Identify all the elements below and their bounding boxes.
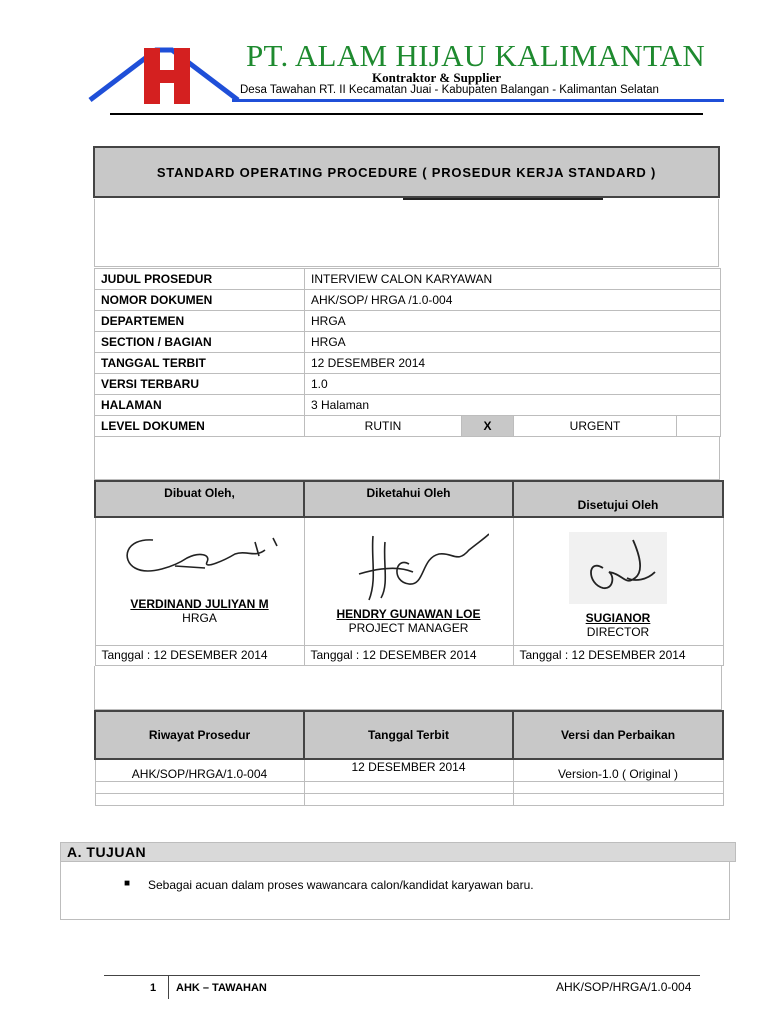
signature-icon <box>115 532 285 582</box>
sop-row-value: HRGA <box>305 332 721 353</box>
sop-row-value: 3 Halaman <box>305 395 721 416</box>
signer-cell <box>304 517 513 645</box>
approval-table <box>94 480 724 666</box>
footer-doc-number: AHK/SOP/HRGA/1.0-004 <box>556 980 692 994</box>
sop-row <box>95 395 721 416</box>
company-address: Desa Tawahan RT. II Kecamatan Juai - Kabupaten Balangan - Kalimantan Selatan <box>240 84 659 96</box>
signer-name: VERDINAND JULIYAN M <box>130 597 269 611</box>
history-cell <box>513 781 723 793</box>
history-cell: AHK/SOP/HRGA/1.0-004 <box>95 759 304 781</box>
level-rutin: RUTIN <box>305 416 462 437</box>
history-header: Versi dan Perbaikan <box>513 711 723 759</box>
sop-spacer-box <box>94 436 720 480</box>
signer-date: Tanggal : 12 DESEMBER 2014 <box>513 645 723 665</box>
signer-role: DIRECTOR <box>586 625 650 639</box>
approval-header-row <box>95 481 723 517</box>
company-subtitle: Kontraktor & Supplier <box>372 70 502 85</box>
sop-row-label: VERSI TERBARU <box>95 374 305 395</box>
sop-row-value: HRGA <box>305 311 721 332</box>
level-urgent-mark <box>677 416 721 437</box>
history-header: Tanggal Terbit <box>304 711 513 759</box>
sop-title-box <box>93 146 720 198</box>
history-row <box>95 759 723 781</box>
approval-signature-row <box>95 517 723 645</box>
history-table <box>94 710 724 806</box>
sop-row <box>95 269 721 290</box>
sop-row <box>95 353 721 374</box>
history-cell: 12 DESEMBER 2014 <box>304 759 513 781</box>
section-heading-tujuan: A. TUJUAN <box>60 842 736 862</box>
sop-row-label: SECTION / BAGIAN <box>95 332 305 353</box>
sop-row <box>95 332 721 353</box>
approval-date-row <box>95 645 723 665</box>
approval-spacer-box <box>94 666 722 710</box>
footer-page-number: 1 <box>150 982 157 994</box>
approval-header-known: Diketahui Oleh <box>304 481 513 517</box>
sop-row-label: JUDUL PROSEDUR <box>95 269 305 290</box>
tujuan-bullet-text: Sebagai acuan dalam proses wawancara calon/kandidat karyawan baru. <box>148 878 534 892</box>
sop-row <box>95 311 721 332</box>
header-blue-rule <box>232 99 724 102</box>
sop-row <box>95 374 721 395</box>
sop-row-value: AHK/SOP/ HRGA /1.0-004 <box>305 290 721 311</box>
signer-date: Tanggal : 12 DESEMBER 2014 <box>95 645 304 665</box>
signer-name: HENDRY GUNAWAN LOE <box>336 607 481 621</box>
signer-role: PROJECT MANAGER <box>348 621 469 635</box>
header-black-rule <box>110 113 703 115</box>
sop-row-label: NOMOR DOKUMEN <box>95 290 305 311</box>
level-row <box>95 416 721 437</box>
level-label: LEVEL DOKUMEN <box>95 416 305 437</box>
level-mark: X <box>462 416 514 437</box>
approval-header-made: Dibuat Oleh, <box>95 481 304 517</box>
history-cell: Version-1.0 ( Original ) <box>513 759 723 781</box>
level-urgent: URGENT <box>514 416 677 437</box>
company-name: PT. ALAM HIJAU KALIMANTAN <box>246 38 706 73</box>
signer-date: Tanggal : 12 DESEMBER 2014 <box>304 645 513 665</box>
signer-cell <box>513 517 723 645</box>
sop-row <box>95 290 721 311</box>
history-header: Riwayat Prosedur <box>95 711 304 759</box>
sop-row-value: 1.0 <box>305 374 721 395</box>
signature-icon <box>329 528 489 604</box>
sop-info-table <box>94 268 721 437</box>
signer-role: HRGA <box>182 611 217 625</box>
approval-header-approved: Disetujui Oleh <box>513 481 723 517</box>
footer-separator <box>168 975 169 999</box>
history-cell <box>304 793 513 805</box>
history-empty-row <box>95 793 723 805</box>
sop-title: STANDARD OPERATING PROCEDURE ( PROSEDUR KERJA STANDARD ) <box>156 165 657 180</box>
signer-cell <box>95 517 304 645</box>
company-logo <box>88 44 248 106</box>
footer-location: AHK – TAWAHAN <box>176 982 267 994</box>
history-header-row <box>95 711 723 759</box>
footer-rule <box>104 975 700 976</box>
sop-row-label: HALAMAN <box>95 395 305 416</box>
history-cell <box>95 781 304 793</box>
history-cell <box>304 781 513 793</box>
sop-row-label: DEPARTEMEN <box>95 311 305 332</box>
signer-name: SUGIANOR <box>585 611 651 625</box>
history-cell <box>95 793 304 805</box>
sop-row-label: TANGGAL TERBIT <box>95 353 305 374</box>
history-empty-row <box>95 781 723 793</box>
history-cell <box>513 793 723 805</box>
signature-icon <box>563 528 673 608</box>
sop-blank-box <box>94 199 719 267</box>
sop-row-value: INTERVIEW CALON KARYAWAN <box>305 269 721 290</box>
bullet-icon: ■ <box>124 878 131 889</box>
sop-row-value: 12 DESEMBER 2014 <box>305 353 721 374</box>
